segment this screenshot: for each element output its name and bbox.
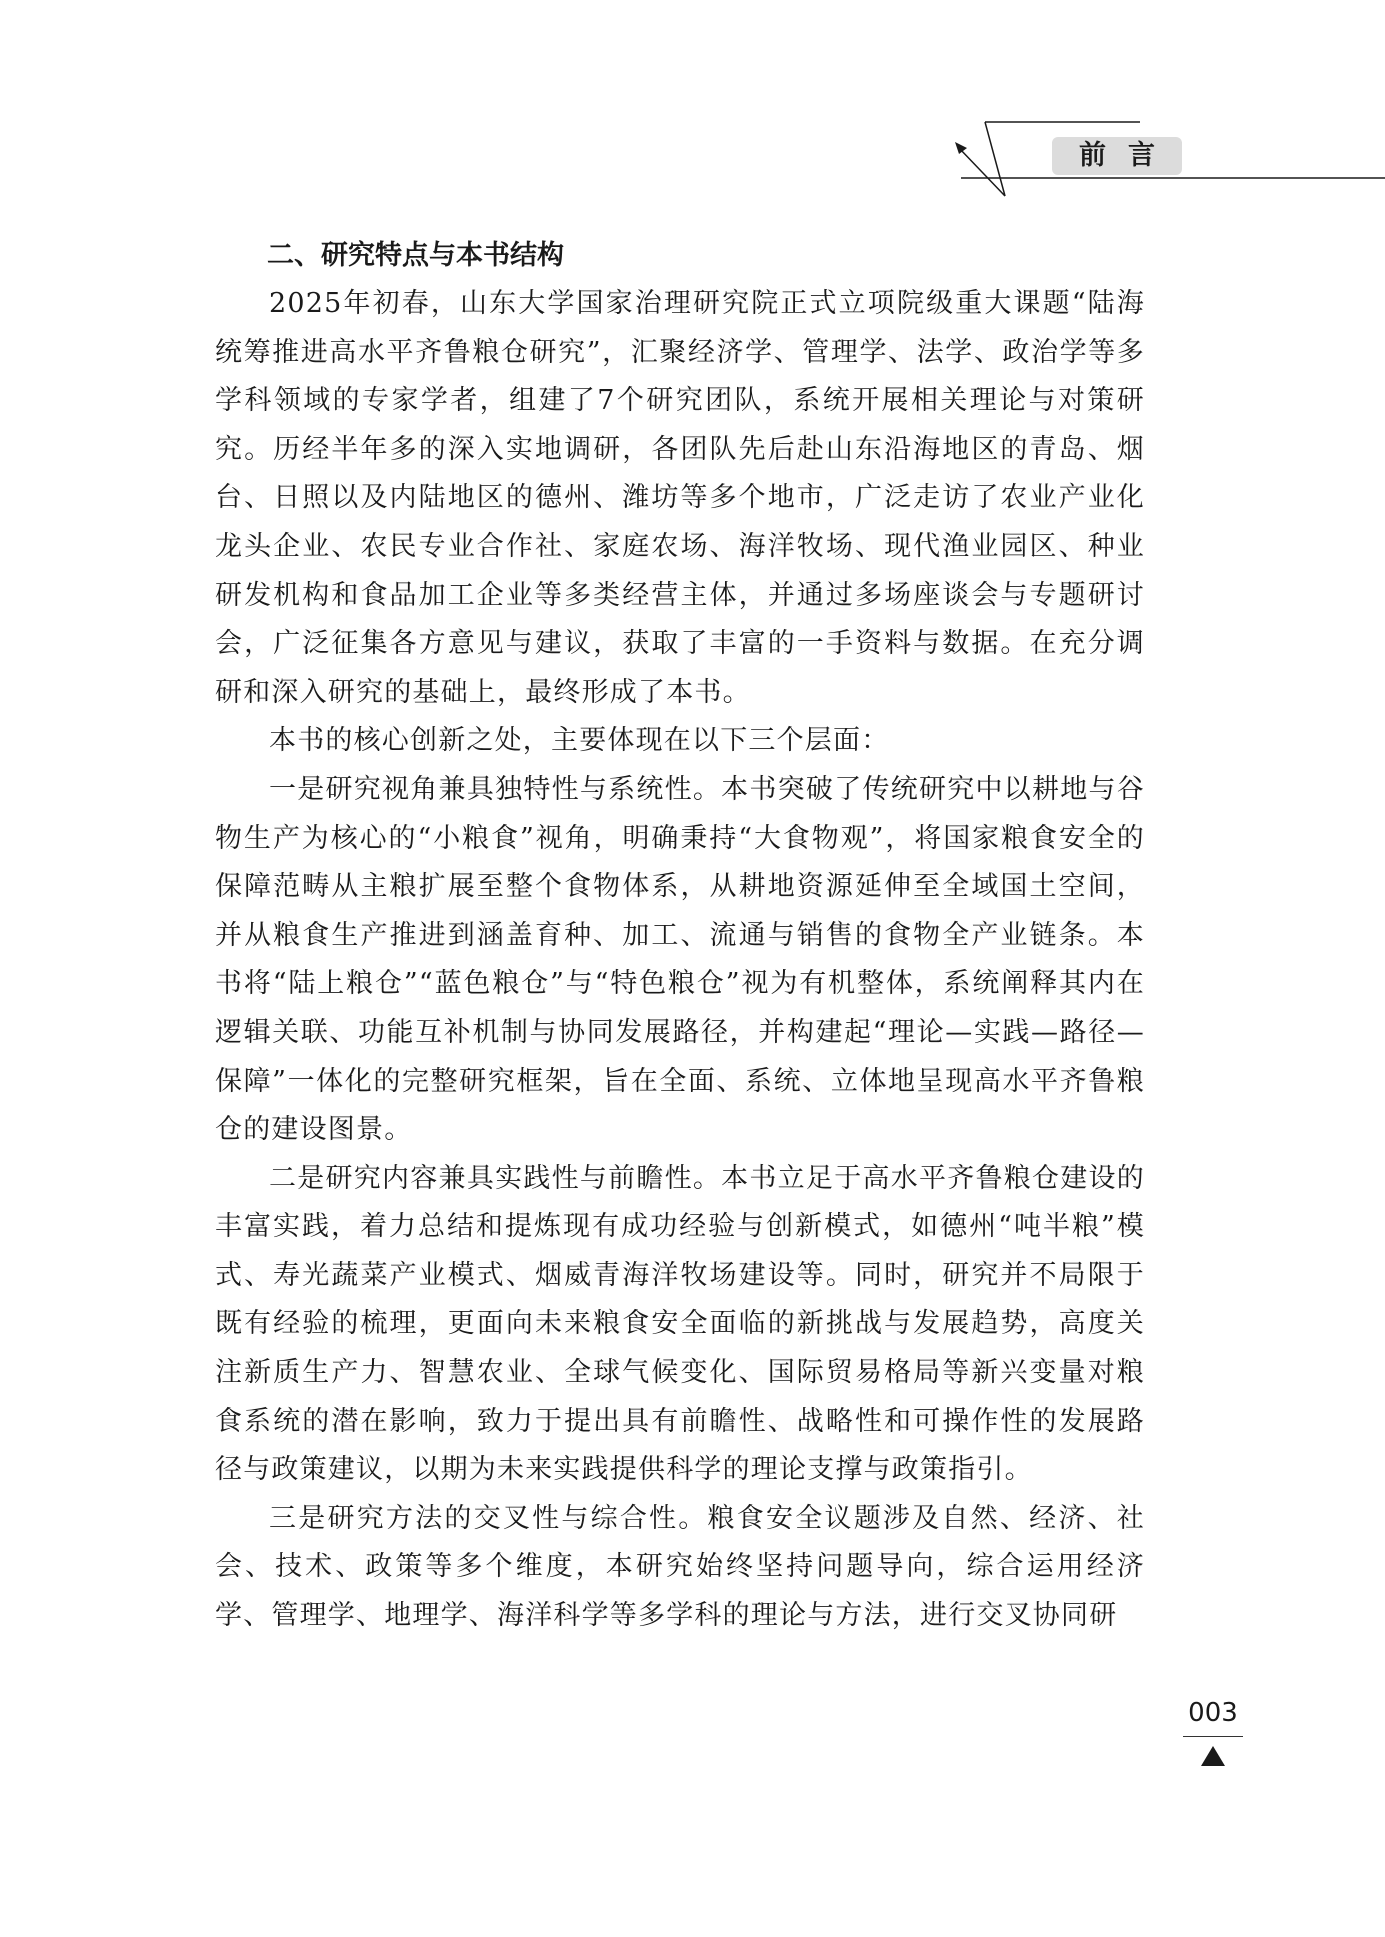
running-title: 前言 <box>1052 137 1182 175</box>
paragraph-innovation-intro: 本书的核心创新之处，主要体现在以下三个层面： <box>269 725 890 757</box>
paragraph-research-background: 2025年初春，山东大学国家治理研究院正式立项院级重大课题“陆海统筹推进高水平齐鲁粮仓研究”，汇聚经济学、管理学、法学、政治学等多学科领域的专家学者，组建了7个研究团队，系统开展相关理论与对策研究。历经半年多的深入实地调研，各团队先后赴山东沿海地区的青岛、烟台、日照以及内陆地区的德州、潍坊等多个地市，广泛走访了农业产业化龙头企业、农民专业合作社、家庭农场、海洋牧场、现代渔业园区、种业研发机构和食品加工企业等多类经营主体，并通过多场座谈会与专题研讨会，广泛征集各方意见与建议，获取了丰富的一手资料与数据。在充分调研和深入研究的基础上，最终形成了本书。 <box>215 288 1145 708</box>
paragraph-innovation-perspective: 一是研究视角兼具独特性与系统性。本书突破了传统研究中以耕地与谷物生产为核心的“小粮食”视角，明确秉持“大食物观”，将国家粮食安全的保障范畴从主粮扩展至整个食物体系，从耕地资源延伸至全域国土空间，并从粮食生产推进到涵盖育种、加工、流通与销售的食物全产业链条。本书将“陆上粮仓”“蓝色粮仓”与“特色粮仓”视为有机整体，系统阐释其内在逻辑关联、功能互补机制与协同发展路径，并构建起“理论—实践—路径—保障”一体化的完整研究框架，旨在全面、系统、立体地呈现高水平齐鲁粮仓的建设图景。 <box>215 773 1145 1146</box>
triangle-marker-icon <box>1201 1746 1225 1766</box>
paragraph-innovation-method: 三是研究方法的交叉性与综合性。粮食安全议题涉及自然、经济、社会、技术、政策等多个维度，本研究始终坚持问题导向，综合运用经济学、管理学、地理学、海洋科学等多学科的理论与方法，进行交叉协同研 <box>215 1502 1145 1632</box>
page-content <box>215 232 1145 1641</box>
page-number-rule <box>1183 1736 1243 1737</box>
page-number: 003 <box>1188 1698 1238 1728</box>
section-heading: 二、研究特点与本书结构 <box>267 240 564 271</box>
paragraph-innovation-content: 二是研究内容兼具实践性与前瞻性。本书立足于高水平齐鲁粮仓建设的丰富实践，着力总结和提炼现有成功经验与创新模式，如德州“吨半粮”模式、寿光蔬菜产业模式、烟威青海洋牧场建设等。同时，研究并不局限于既有经验的梳理，更面向未来粮食安全面临的新挑战与发展趋势，高度关注新质生产力、智慧农业、全球气候变化、国际贸易格局等新兴变量对粮食系统的潜在影响，致力于提出具有前瞻性、战略性和可操作性的发展路径与政策建议，以期为未来实践提供科学的理论支撑与政策指引。 <box>215 1162 1145 1486</box>
